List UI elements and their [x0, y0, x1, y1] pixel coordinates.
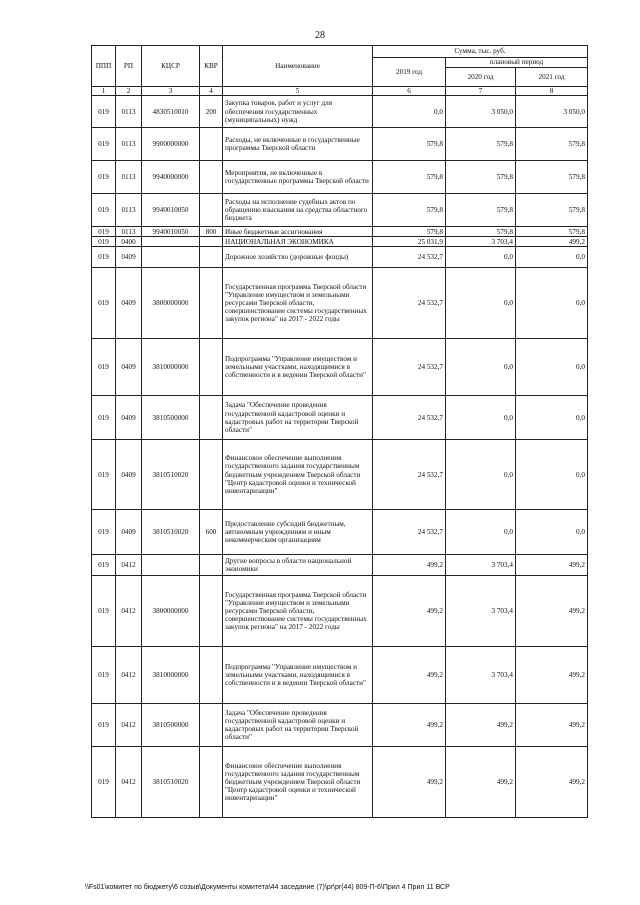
table-row — [92, 227, 588, 237]
cell-rp: 0409 — [116, 268, 142, 339]
cell-2019: 499,2 — [373, 647, 446, 704]
cell-2019: 24 532,7 — [373, 247, 446, 268]
table-row — [92, 161, 588, 194]
cell-2020: 0,0 — [446, 440, 516, 510]
cell-name: Государственная программа Тверской области "Управление имуществом и земельными ресурсами Тверской области, совершенствование системы государственных закупок региона" на 2017 - 2022 годы — [223, 576, 373, 647]
col-header-name: Наименование — [223, 46, 373, 87]
cell-2020: 579,8 — [446, 227, 516, 237]
plan-period-header: плановый период — [446, 58, 588, 68]
table-row — [92, 128, 588, 161]
cell-kvr — [200, 647, 223, 704]
col-header-rp: РП — [116, 46, 142, 87]
cell-kcsr: 3800000000 — [142, 576, 200, 647]
cell-2019: 579,8 — [373, 227, 446, 237]
cell-2021: 579,8 — [516, 161, 588, 194]
cell-2019: 579,8 — [373, 161, 446, 194]
cell-rp: 0113 — [116, 128, 142, 161]
col-header-2019: 2019 год — [373, 58, 446, 87]
cell-rp: 0400 — [116, 237, 142, 247]
cell-ppp: 019 — [92, 268, 116, 339]
col-number: 1 — [92, 87, 116, 96]
cell-ppp: 019 — [92, 161, 116, 194]
cell-2019: 24 532,7 — [373, 510, 446, 555]
cell-kcsr: 3810510020 — [142, 747, 200, 818]
cell-kvr: 200 — [200, 96, 223, 128]
cell-rp: 0412 — [116, 704, 142, 747]
cell-name: НАЦИОНАЛЬНАЯ ЭКОНОМИКА — [223, 237, 373, 247]
page-number: 28 — [315, 30, 325, 41]
col-number: 8 — [516, 87, 588, 96]
cell-rp: 0412 — [116, 647, 142, 704]
table-row — [92, 747, 588, 818]
cell-rp: 0409 — [116, 510, 142, 555]
cell-kvr — [200, 396, 223, 440]
cell-2019: 24 532,7 — [373, 396, 446, 440]
cell-2019: 579,8 — [373, 128, 446, 161]
cell-2019: 0,0 — [373, 96, 446, 128]
cell-kcsr: 9940000000 — [142, 161, 200, 194]
cell-kvr — [200, 161, 223, 194]
cell-2021: 579,8 — [516, 227, 588, 237]
cell-2020: 499,2 — [446, 704, 516, 747]
cell-ppp: 019 — [92, 96, 116, 128]
cell-rp: 0113 — [116, 96, 142, 128]
cell-rp: 0409 — [116, 396, 142, 440]
cell-name: Задача "Обеспечение проведения государственной кадастровой оценки и кадастровых работ на территории Тверской области" — [223, 396, 373, 440]
cell-name: Государственная программа Тверской области "Управление имуществом и земельными ресурсами Тверской области, совершенствование системы государственных закупок региона" на 2017 - 2022 годы — [223, 268, 373, 339]
table-row — [92, 555, 588, 576]
cell-2020: 0,0 — [446, 247, 516, 268]
cell-kcsr — [142, 247, 200, 268]
cell-kvr — [200, 128, 223, 161]
cell-2019: 24 532,7 — [373, 440, 446, 510]
cell-ppp: 019 — [92, 128, 116, 161]
cell-ppp: 019 — [92, 576, 116, 647]
col-number: 4 — [200, 87, 223, 96]
cell-2019: 579,8 — [373, 194, 446, 227]
cell-kcsr: 3810500000 — [142, 396, 200, 440]
cell-kvr — [200, 339, 223, 396]
table-row — [92, 440, 588, 510]
cell-ppp: 019 — [92, 510, 116, 555]
cell-ppp: 019 — [92, 339, 116, 396]
col-header-ppp: ППП — [92, 46, 116, 87]
cell-2020: 3 050,0 — [446, 96, 516, 128]
cell-kvr — [200, 440, 223, 510]
cell-2020: 0,0 — [446, 339, 516, 396]
cell-2021: 3 050,0 — [516, 96, 588, 128]
col-number: 5 — [223, 87, 373, 96]
col-header-kvr: КВР — [200, 46, 223, 87]
cell-2020: 3 703,4 — [446, 555, 516, 576]
cell-name: Задача "Обеспечение проведения государственной кадастровой оценки и кадастровых работ на территории Тверской области" — [223, 704, 373, 747]
cell-kcsr: 3810510020 — [142, 440, 200, 510]
cell-kcsr: 3810500000 — [142, 704, 200, 747]
cell-2020: 579,8 — [446, 128, 516, 161]
cell-2021: 499,2 — [516, 704, 588, 747]
cell-2019: 499,2 — [373, 555, 446, 576]
cell-2020: 0,0 — [446, 268, 516, 339]
file-path-footer: \\Fs01\комитет по бюджету\6 созыв\Документы комитета\44 заседание (7)\pr\pr(44) 809-П-6\Прил 4 Прил 11 ВСР — [85, 884, 450, 891]
col-header-kcsr: КЦСР — [142, 46, 200, 87]
cell-2021: 0,0 — [516, 247, 588, 268]
cell-ppp: 019 — [92, 247, 116, 268]
table-row — [92, 396, 588, 440]
table-row — [92, 237, 588, 247]
cell-rp: 0409 — [116, 339, 142, 396]
cell-2020: 579,8 — [446, 161, 516, 194]
table-row — [92, 339, 588, 396]
cell-name: Иные бюджетные ассигнования — [223, 227, 373, 237]
cell-rp: 0412 — [116, 576, 142, 647]
cell-ppp: 019 — [92, 704, 116, 747]
cell-name: Предоставление субсидий бюджетным, автономным учреждениям и иным некоммерческим организациям — [223, 510, 373, 555]
cell-kvr — [200, 576, 223, 647]
col-number: 7 — [446, 87, 516, 96]
cell-2020: 0,0 — [446, 510, 516, 555]
cell-kcsr: 4830510010 — [142, 96, 200, 128]
cell-name: Финансовое обеспечение выполнения государственного задания государственным бюджетным учреждением Тверской области "Центр кадастровой оценки и технической инвентаризации" — [223, 440, 373, 510]
cell-2021: 499,2 — [516, 576, 588, 647]
cell-rp: 0409 — [116, 440, 142, 510]
table-row — [92, 704, 588, 747]
cell-2021: 499,2 — [516, 647, 588, 704]
cell-name: Закупка товаров, работ и услуг для обеспечения государственных (муниципальных) нужд — [223, 96, 373, 128]
col-header-2020: 2020 год — [446, 68, 516, 87]
cell-2021: 0,0 — [516, 339, 588, 396]
cell-2019: 25 031,9 — [373, 237, 446, 247]
cell-kcsr: 9940010050 — [142, 227, 200, 237]
cell-2020: 499,2 — [446, 747, 516, 818]
cell-kvr — [200, 704, 223, 747]
cell-ppp: 019 — [92, 747, 116, 818]
cell-kcsr — [142, 237, 200, 247]
cell-ppp: 019 — [92, 396, 116, 440]
cell-rp: 0113 — [116, 227, 142, 237]
cell-name: Подпрограмма "Управление имуществом и земельными участками, находящимися в собственности и в ведении Тверской области" — [223, 647, 373, 704]
table-row — [92, 247, 588, 268]
budget-table — [91, 45, 588, 818]
cell-kcsr: 9900000000 — [142, 128, 200, 161]
cell-kcsr: 3810000000 — [142, 339, 200, 396]
cell-name: Мероприятия, не включенные в государственные программы Тверской области — [223, 161, 373, 194]
cell-name: Расходы на исполнение судебных актов по обращению взыскания на средства областного бюджета — [223, 194, 373, 227]
table-body — [92, 96, 588, 818]
cell-2019: 24 532,7 — [373, 339, 446, 396]
sum-header: Сумма, тыс. руб. — [373, 46, 588, 58]
cell-kvr — [200, 194, 223, 227]
cell-name: Дорожное хозяйство (дорожные фонды) — [223, 247, 373, 268]
col-number: 6 — [373, 87, 446, 96]
col-number: 3 — [142, 87, 200, 96]
cell-2021: 499,2 — [516, 747, 588, 818]
column-number-row — [92, 87, 588, 96]
cell-kcsr — [142, 555, 200, 576]
table-row — [92, 576, 588, 647]
cell-2021: 579,8 — [516, 128, 588, 161]
cell-2020: 0,0 — [446, 396, 516, 440]
cell-rp: 0113 — [116, 194, 142, 227]
cell-ppp: 019 — [92, 237, 116, 247]
cell-kvr: 800 — [200, 227, 223, 237]
cell-2020: 3 703,4 — [446, 647, 516, 704]
cell-2020: 579,8 — [446, 194, 516, 227]
cell-rp: 0412 — [116, 747, 142, 818]
cell-kvr — [200, 268, 223, 339]
cell-kvr — [200, 247, 223, 268]
col-number: 2 — [116, 87, 142, 96]
table-row — [92, 194, 588, 227]
cell-2021: 0,0 — [516, 268, 588, 339]
cell-ppp: 019 — [92, 227, 116, 237]
cell-rp: 0113 — [116, 161, 142, 194]
cell-2021: 499,2 — [516, 555, 588, 576]
cell-ppp: 019 — [92, 555, 116, 576]
cell-2020: 3 703,4 — [446, 576, 516, 647]
cell-kvr — [200, 747, 223, 818]
cell-kvr — [200, 237, 223, 247]
cell-kcsr: 3810000000 — [142, 647, 200, 704]
cell-2021: 0,0 — [516, 510, 588, 555]
cell-2019: 499,2 — [373, 704, 446, 747]
cell-2021: 0,0 — [516, 396, 588, 440]
table-row — [92, 647, 588, 704]
cell-ppp: 019 — [92, 440, 116, 510]
cell-kcsr: 3800000000 — [142, 268, 200, 339]
cell-2021: 579,8 — [516, 194, 588, 227]
table-row — [92, 510, 588, 555]
cell-name: Подпрограмма "Управление имуществом и земельными участками, находящимися в собственности и в ведении Тверской области" — [223, 339, 373, 396]
cell-2019: 499,2 — [373, 747, 446, 818]
cell-ppp: 019 — [92, 194, 116, 227]
cell-2019: 499,2 — [373, 576, 446, 647]
cell-kvr: 600 — [200, 510, 223, 555]
cell-rp: 0412 — [116, 555, 142, 576]
table-row — [92, 268, 588, 339]
cell-kcsr: 9940010050 — [142, 194, 200, 227]
cell-ppp: 019 — [92, 647, 116, 704]
table-row — [92, 96, 588, 128]
cell-name: Расходы, не включенные в государственные программы Тверской области — [223, 128, 373, 161]
cell-name: Финансовое обеспечение выполнения государственного задания государственным бюджетным учреждением Тверской области "Центр кадастровой оценки и технической инвентаризации" — [223, 747, 373, 818]
cell-kvr — [200, 555, 223, 576]
col-header-2021: 2021 год — [516, 68, 588, 87]
cell-2019: 24 532,7 — [373, 268, 446, 339]
cell-name: Другие вопросы в области национальной экономики — [223, 555, 373, 576]
cell-2020: 3 703,4 — [446, 237, 516, 247]
cell-2021: 499,2 — [516, 237, 588, 247]
cell-kcsr: 3810510020 — [142, 510, 200, 555]
cell-rp: 0409 — [116, 247, 142, 268]
cell-2021: 0,0 — [516, 440, 588, 510]
